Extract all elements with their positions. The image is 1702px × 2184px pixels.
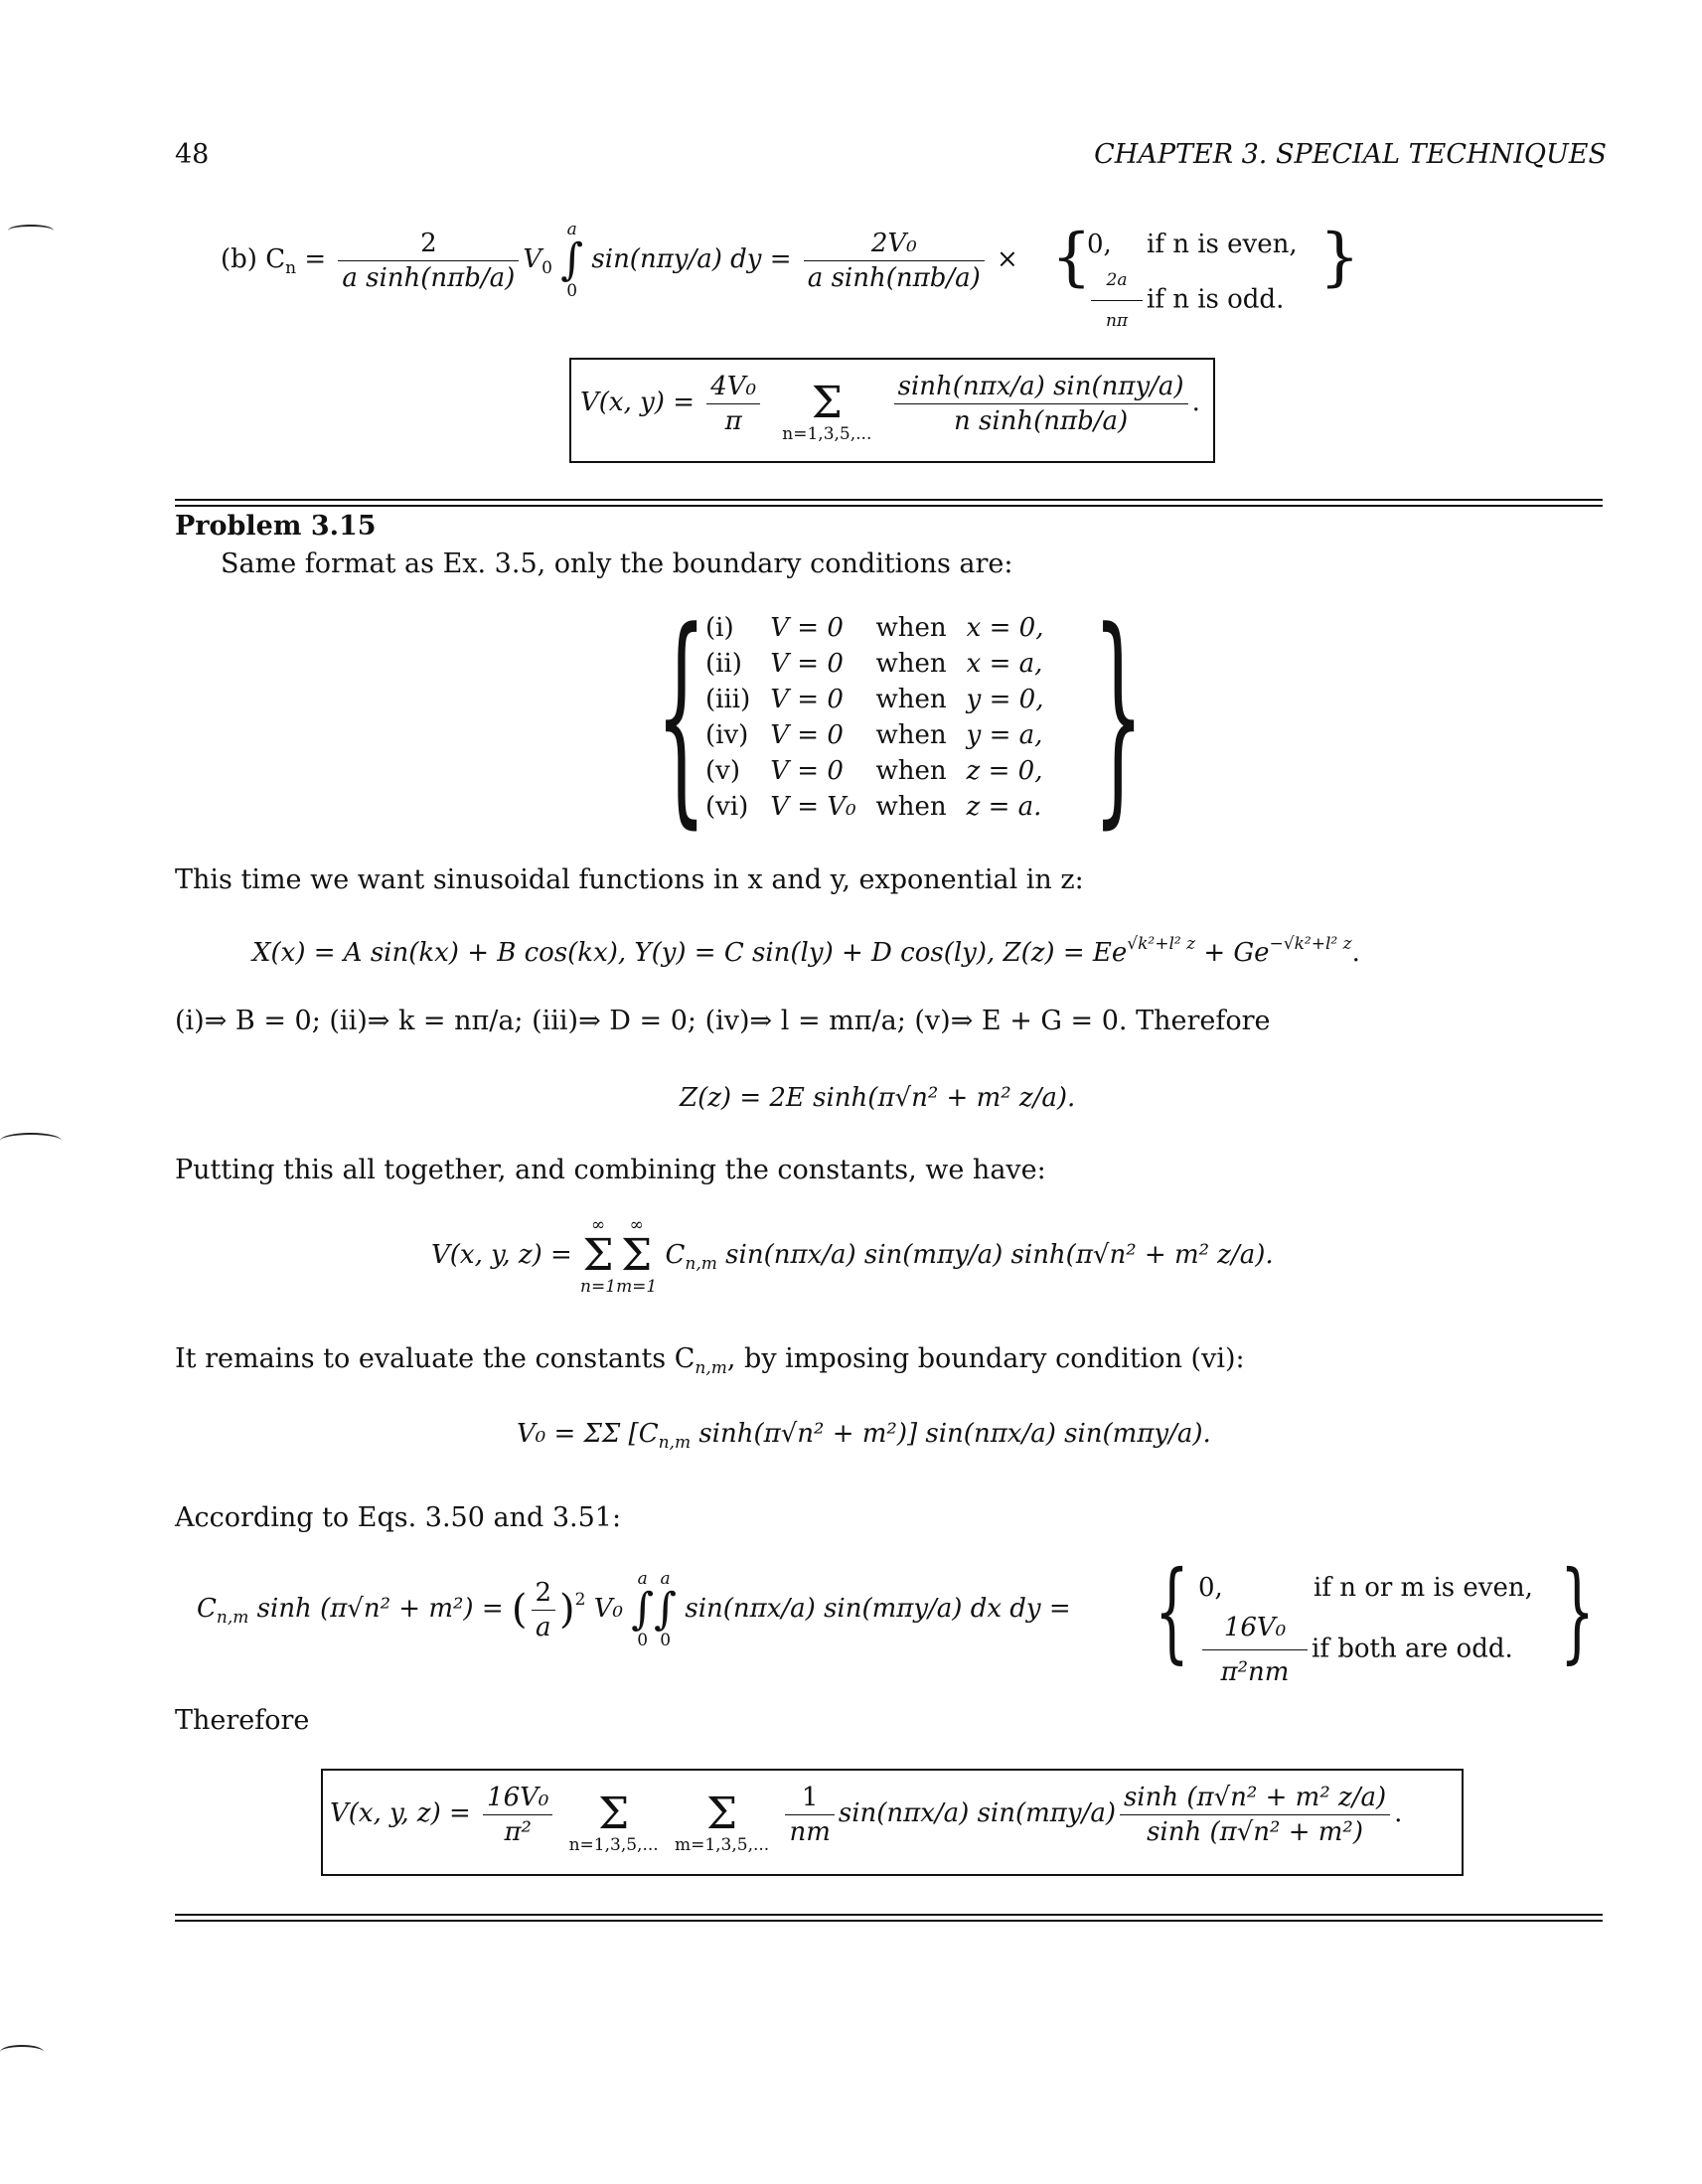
boxed-v-xy-sum: Σ n=1,3,5,...	[782, 378, 872, 444]
running-head: CHAPTER 3. SPECIAL TECHNIQUES	[1094, 139, 1607, 170]
v-xyz-series: V(x, y, z) = ∞ Σ n=1 ∞ Σ m=1 $C_{n,m}$ sin(nπx/a) sin(mπy/a) sinh(π√n² + m² z/a).	[431, 1215, 1274, 1297]
z-equation: Z(z) = 2E sinh(π√n² + m² z/a).	[680, 1083, 1076, 1113]
section-rule-top	[175, 499, 1603, 501]
part-b-equation: (b) $C_n$ = $\frac{2}{\text{a sinh(nπb/a)}}$ $V_0$ a ∫ 0 sin(nπy/a) dy = $\frac{\text{2V₀}}{\text{a sinh(nπb/a)}}$ ×	[221, 220, 1018, 301]
condition-row: (vi) V = V₀ when z = a.	[705, 792, 1042, 822]
paragraph-sinusoidal: This time we want sinusoidal functions in x and y, exponential in z:	[175, 864, 1084, 895]
margin-mark	[8, 225, 54, 236]
separation-equation: X(x) = A sin(kx) + B cos(kx), Y(y) = C sin(ly) + D cos(ly), $Z(z) = Ee^{√k^2+l^2 z} + Ge^{-√k^2+l^2 z}$.	[252, 934, 1360, 968]
page-number: 48	[175, 139, 210, 170]
section-rule-bottom	[175, 1914, 1603, 1916]
boxed-v-xyz-frac3: $\frac{\text{sinh (π√n² + m² z/a)}}{\text{sinh (π√n² + m²)}}$	[1120, 1783, 1390, 1847]
part-b-left-brace: {	[1051, 221, 1092, 294]
part-b-frac2: $\frac{\text{2V₀}}{\text{a sinh(nπb/a)}}$	[804, 229, 985, 293]
c-nm-integral-y: a ∫ 0	[654, 1569, 678, 1650]
part-b-right-brace: }	[1319, 221, 1360, 294]
boxed-v-xyz-frac2: $\frac{1}{nm}$	[785, 1783, 834, 1847]
boundary-conditions-table	[696, 610, 1053, 825]
part-b-times: ×	[997, 244, 1018, 274]
sum-m: ∞ Σ m=1	[616, 1215, 658, 1297]
paragraph-evaluate-constants: It remains to evaluate the constants $C_{n,m}$, by imposing boundary condition (vi):	[175, 1343, 1245, 1378]
boxed-v-xy-lhs: V(x, y) =	[580, 388, 695, 417]
part-b-lhs: (b) C	[221, 244, 286, 274]
problem-intro: Same format as Ex. 3.5, only the boundary conditions are:	[221, 548, 1013, 579]
part-b-v0: V	[523, 244, 542, 274]
c-nm-case2-frac: $\frac{\text{16V₀}}{\text{π²nm}}$	[1202, 1608, 1308, 1692]
part-b-lhs-sub: n	[285, 258, 297, 278]
paragraph-therefore: Therefore	[175, 1705, 310, 1736]
paragraph-conditions-applied: (i)⇒ B = 0; (ii)⇒ k = nπ/a; (iii)⇒ D = 0; (iv)⇒ l = mπ/a; (v)⇒ E + G = 0. Therefore	[175, 1006, 1271, 1036]
c-nm-equation: $C_{n,m}$ sinh (π√n² + m²) = ( $\frac{2}{a}$ )$^2$ V₀ a ∫ 0 a ∫ 0 sin(nπx/a) sin(mπy/a) dx dy =	[197, 1569, 1071, 1650]
part-b-case1-val: 0,	[1087, 230, 1112, 259]
condition-row: (ii) V = 0 when x = a,	[705, 649, 1043, 679]
boxed-v-xyz-sum-n: Σ n=1,3,5,...	[568, 1789, 659, 1855]
part-b-frac1: $\frac{2}{\text{a sinh(nπb/a)}}$	[338, 229, 519, 293]
part-b-case2-cond: if n is odd.	[1147, 284, 1285, 315]
boxed-v-xyz-sum-m: Σ m=1,3,5,...	[674, 1789, 770, 1855]
section-rule-top-2	[175, 505, 1603, 507]
problem-title: Problem 3.15	[175, 511, 377, 542]
boxed-v-xy-equation: V(x, y) = $\frac{\text{4V₀}}{\pi}$ Σ n=1,3,5,... $\frac{\text{sinh(nπx/a) sin(nπy/a)}}{\text{n sinh(nπb/a)}}$ .	[580, 364, 1200, 443]
boxed-v-xyz-equation: V(x, y, z) = $\frac{\text{16V₀}}{\text{π²}}$ Σ n=1,3,5,... Σ m=1,3,5,... $\frac{1}{nm}$ sin(nπx/a) sin(mπy/a) $\frac{\text{sinh (π√n² + m² z/a)}}{\text{sinh (π√n² + m²)}}$ .	[330, 1775, 1402, 1854]
part-b-eq: =	[304, 244, 327, 274]
paragraph-combining: Putting this all together, and combining the constants, we have:	[175, 1155, 1046, 1185]
sum-n: ∞ Σ n=1	[580, 1215, 617, 1297]
v0-equation: V₀ = ΣΣ [$C_{n,m}$ sinh(π√n² + m²)] sin(nπx/a) sin(mπy/a).	[517, 1419, 1211, 1453]
part-b-integral: a ∫ 0	[560, 220, 584, 301]
margin-mark	[0, 1133, 62, 1149]
part-b-case1-cond: if n is even,	[1147, 230, 1298, 259]
condition-row: (v) V = 0 when z = 0,	[705, 756, 1043, 786]
c-nm-left-brace: {	[1155, 1547, 1189, 1674]
part-b-integrand: sin(nπy/a) dy =	[591, 244, 792, 274]
condition-row: (iv) V = 0 when y = a,	[705, 720, 1043, 750]
margin-mark	[0, 2045, 44, 2059]
boxed-v-xy-rhs: $\frac{\text{sinh(nπx/a) sin(nπy/a)}}{\text{n sinh(nπb/a)}}$	[894, 372, 1188, 436]
conditions-left-brace: {	[656, 583, 707, 849]
paragraph-according-eqs: According to Eqs. 3.50 and 3.51:	[175, 1502, 622, 1533]
section-rule-bottom-2	[175, 1920, 1603, 1922]
c-nm-integral-x: a ∫ 0	[631, 1569, 655, 1650]
c-nm-right-brace: }	[1560, 1547, 1595, 1674]
part-b-case2-frac: $\frac{2a}{n\pi}$	[1091, 262, 1143, 339]
condition-row: (iii) V = 0 when y = 0,	[705, 685, 1044, 714]
condition-row: (i) V = 0 when x = 0,	[705, 613, 1044, 643]
boxed-v-xyz-frac1: $\frac{\text{16V₀}}{\text{π²}}$	[483, 1783, 552, 1847]
part-b-cases	[1087, 227, 1298, 339]
boxed-v-xy-frac: $\frac{\text{4V₀}}{\pi}$	[706, 372, 760, 436]
conditions-right-brace: }	[1093, 583, 1145, 849]
c-nm-cases: 0, if n or m is even, $\frac{\text{16V₀}}{\text{π²nm}}$ if both are odd.	[1198, 1568, 1533, 1692]
c-nm-frac: $\frac{2}{a}$	[532, 1578, 556, 1642]
